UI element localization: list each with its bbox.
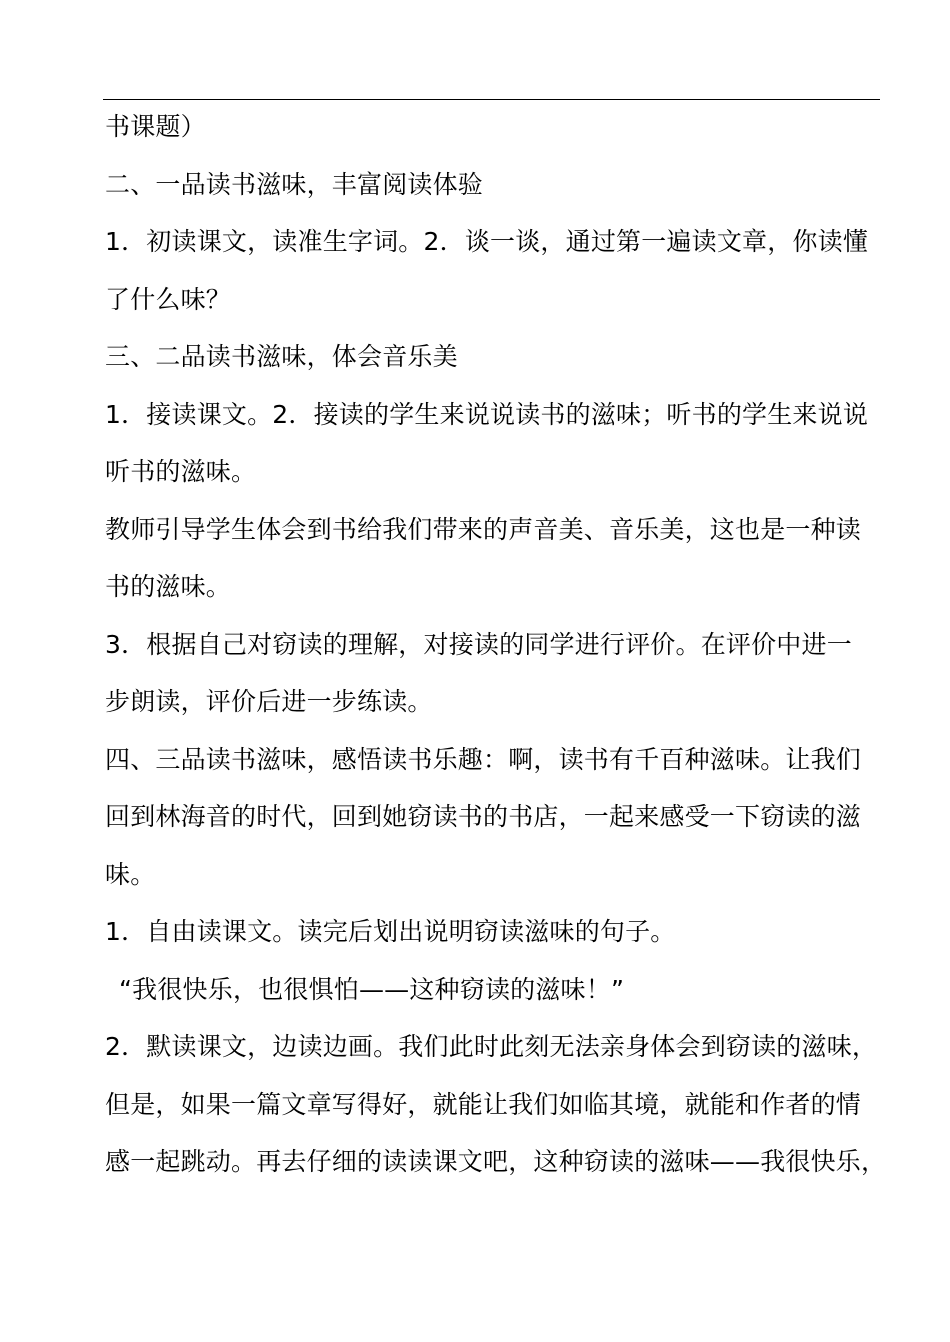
text-line: 教师引导学生体会到书给我们带来的声音美、音乐美，这也是一种读 bbox=[105, 514, 862, 544]
text-line: 1．自由读课文。读完后划出说明窃读滋味的句子。 bbox=[105, 917, 676, 946]
text-line: 了什么味？ bbox=[105, 284, 232, 314]
text-line: 感一起跳动。再去仔细的读读课文吧，这种窃读的滋味——我很快乐， bbox=[105, 1147, 887, 1176]
section-heading-3: 三、二品读书滋味，体会音乐美 bbox=[105, 342, 458, 371]
quote-line: “我很快乐，也很惧怕——这种窃读的滋味！” bbox=[119, 974, 625, 1004]
text-line: 2．默读课文，边读边画。我们此时此刻无法亲身体会到窃读的滋味， bbox=[105, 1032, 878, 1061]
text-line: 书的滋味。 bbox=[105, 572, 232, 601]
text-line: 3．根据自己对窃读的理解，对接读的同学进行评价。在评价中进一 bbox=[105, 629, 852, 659]
section-heading-4: 四、三品读书滋味，感悟读书乐趣：啊，读书有千百种滋味。让我们 bbox=[105, 744, 862, 774]
section-heading-2: 二、一品读书滋味，丰富阅读体验 bbox=[105, 169, 484, 199]
text-line: 回到林海音的时代，回到她窃读书的书店，一起来感受一下窃读的滋 bbox=[105, 802, 862, 831]
text-line: 1．接读课文。2．接读的学生来说说读书的滋味；听书的学生来说说 bbox=[105, 399, 869, 429]
text-line: 味。 bbox=[105, 859, 156, 889]
text-line: 听书的滋味。 bbox=[105, 457, 257, 486]
document-body bbox=[105, 98, 885, 1191]
text-line: 书课题） bbox=[105, 112, 206, 141]
text-line: 步朗读，评价后进一步练读。 bbox=[105, 687, 433, 716]
text-line: 1．初读课文，读准生字词。2．谈一谈，通过第一遍读文章，你读懂 bbox=[105, 227, 869, 256]
text-line: 但是，如果一篇文章写得好，就能让我们如临其境，就能和作者的情 bbox=[105, 1089, 862, 1119]
